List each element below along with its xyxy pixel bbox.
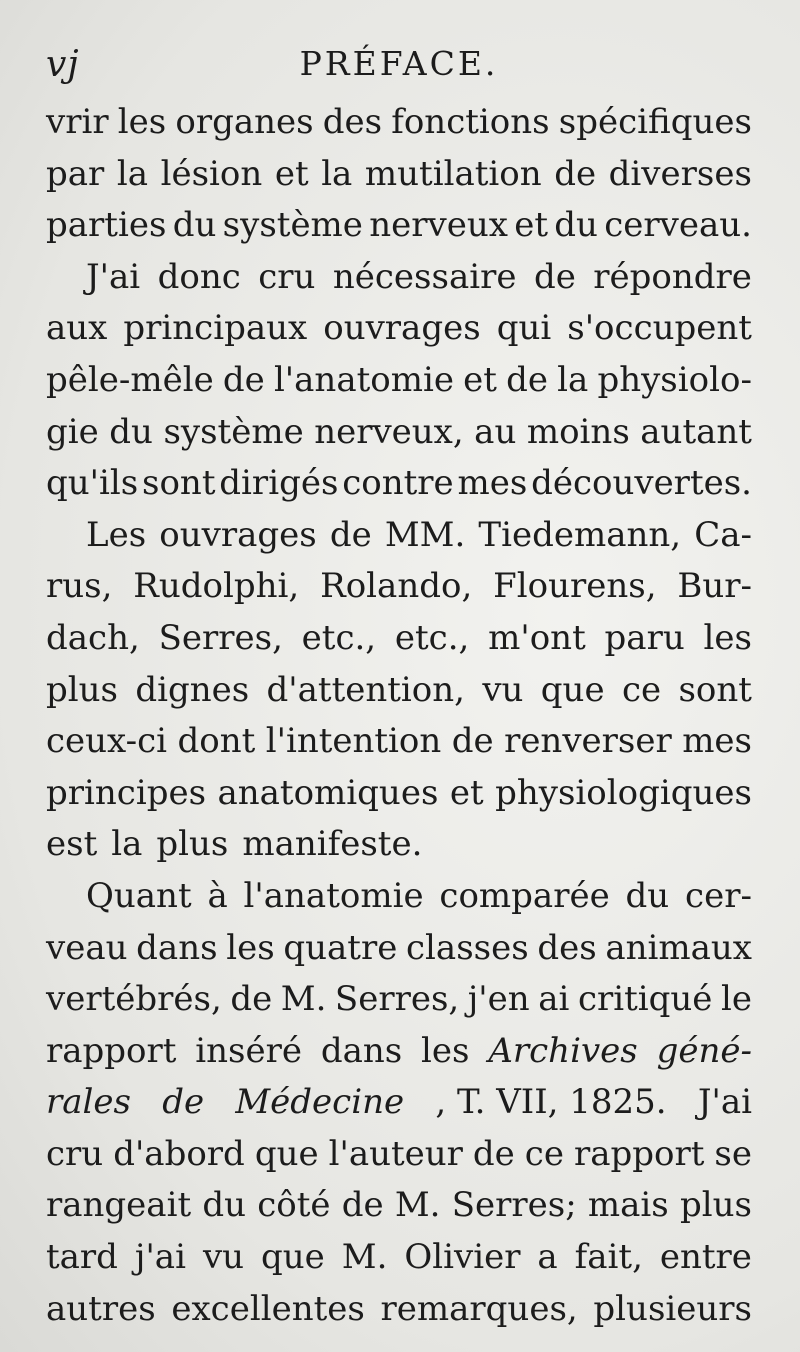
word: cerveau. [604,205,752,246]
text-line [46,716,752,768]
text-line [46,974,752,1026]
word: rangeait [46,1185,192,1226]
word: principes [46,772,207,813]
word: des [537,927,597,968]
word: parties [46,205,167,246]
word: d'abord [113,1133,245,1174]
word: physiologiques [495,772,752,813]
word: et [514,205,548,246]
word: de [230,979,273,1020]
word: principaux [123,308,308,349]
word: l'anatomie [273,359,454,400]
word: Tiedemann, [478,514,682,555]
word: aux [46,308,108,349]
word: du [172,205,217,246]
word: dont [177,721,256,762]
text-line [46,1077,752,1129]
word: de [533,256,576,297]
word: autres [46,1288,156,1329]
word: inséré [195,1030,302,1071]
text-line [46,355,752,407]
word: ouvrages [159,514,317,555]
word: vertébrés, [46,979,222,1020]
word: J'ai [697,1082,752,1123]
word: Serres; [451,1185,577,1226]
word: cru [46,1133,104,1174]
word: les [117,102,167,142]
word: sont [678,669,752,710]
running-head: PRÉFACE. [299,44,499,83]
text-line [46,200,752,252]
word: du [202,1185,247,1226]
word: la [111,824,143,865]
word: classes [406,927,529,968]
word: plus [679,1185,752,1226]
word: nerveux [369,205,508,246]
word: Les [86,514,147,555]
word: donc [157,256,241,297]
word: animaux [605,927,752,968]
text-line [46,510,752,562]
word: MM. [384,514,466,555]
word: veau [46,927,128,968]
word: anatomiques [217,772,439,813]
text-line [46,871,752,923]
word: mes [682,721,752,762]
text-line [46,613,752,665]
italic-word: Médecine [235,1082,405,1123]
word: comparée [439,875,610,916]
word: physiolo- [597,359,752,400]
word: ce [621,669,662,710]
word: de [451,721,494,762]
text-line [46,1129,752,1181]
text-line [46,149,752,201]
word: la [557,359,589,400]
word: rapport [573,1133,705,1174]
word: la [116,153,149,194]
word: Serres, [158,617,283,658]
text-line [46,1284,752,1336]
word: Olivier [404,1237,521,1278]
word: moins [526,411,630,452]
word: spécifiques [558,102,752,142]
word: vu [482,669,524,710]
word: organes [175,102,314,142]
word: mutilation [364,153,542,194]
italic-word: de [162,1082,205,1123]
word: renverser [504,721,672,762]
text-line [46,252,752,304]
italic-word: Archives [488,1030,638,1071]
word: diverses [608,153,752,194]
word: le [720,979,752,1020]
word: , T. VII, 1825. [435,1082,667,1123]
word: les [421,1030,470,1071]
body-text [46,97,752,1335]
word: plusieurs [593,1288,752,1329]
word: de [329,514,372,555]
word: j'ai [134,1237,186,1278]
text-line [46,561,752,613]
word: nerveux, [314,411,464,452]
word: ceux-ci [46,721,168,762]
word: tard [46,1237,118,1278]
word: est [46,824,98,865]
word: ai [538,979,570,1020]
word: au [474,411,517,452]
word: etc., [301,617,377,658]
word: lésion [160,153,263,194]
word: entre [659,1237,752,1278]
text-line [46,1180,752,1232]
italic-word: géné- [656,1030,752,1071]
word: s'occupent [567,308,752,349]
word: Quant [86,875,192,916]
word: manifeste. [242,824,423,865]
word: qui [496,308,552,349]
word: dans [320,1030,403,1071]
word: vrir [46,102,109,142]
word: critiqué [577,979,713,1020]
word: répondre [593,256,752,297]
word: M. [394,1185,441,1226]
word: M. [280,979,327,1020]
word: et [449,772,484,813]
word: ouvrages [323,308,481,349]
word: j'en [467,979,530,1020]
word: sont [142,463,216,504]
word: fait, [574,1237,643,1278]
word: les [226,927,275,968]
word: du [109,411,153,452]
page-header [46,40,752,90]
word: etc., [394,617,470,658]
word: gie [46,411,99,452]
word: Rudolphi, [133,566,300,607]
word: Flourens, [493,566,657,607]
word: l'auteur [328,1133,463,1174]
word: mes [457,463,528,504]
text-line [46,303,752,355]
word: les [703,617,752,658]
word: dignes [135,669,250,710]
word: dirigés [219,463,339,504]
text-line [46,665,752,717]
text-line [46,819,752,871]
word: de [222,359,265,400]
word: pêle-mêle [46,359,214,400]
word: l'intention [265,721,442,762]
word: du [554,205,598,246]
word: rapport [46,1030,177,1071]
word: des [322,102,383,142]
word: que [254,1133,319,1174]
text-line [46,407,752,459]
word: se [714,1133,752,1174]
page-number: vj [46,44,80,85]
word: Bur- [677,566,752,607]
word: que [540,669,605,710]
word: que [261,1237,325,1278]
word: J'ai [86,256,141,297]
text-line [46,458,752,510]
text-line [46,768,752,820]
word: cru [258,256,316,297]
word: plus [156,824,229,865]
word: dans [136,927,218,968]
word: cer- [685,875,752,916]
word: Rolando, [320,566,473,607]
word: remarques, [380,1288,578,1329]
text-line [46,1026,752,1078]
word: fonctions [391,102,550,142]
text-line [46,97,752,149]
word: la [321,153,353,194]
word: système [222,205,363,246]
word: du [625,875,670,916]
word: système [163,411,304,452]
word: de [472,1133,515,1174]
word: à [207,875,228,916]
word: nécessaire [332,256,517,297]
word: côté [257,1185,331,1226]
word: contre [342,463,454,504]
word: de [554,153,597,194]
word: plus [46,669,118,710]
word: excellentes [171,1288,365,1329]
italic-word: rales [46,1082,131,1123]
word: de [341,1185,384,1226]
word: a [537,1237,558,1278]
word: paru [604,617,685,658]
word: l'anatomie [243,875,424,916]
text-line [46,1232,752,1284]
word: qu'ils [46,463,139,504]
word: autant [640,411,752,452]
word: et [274,153,309,194]
word: dach, [46,617,140,658]
word: mais [587,1185,669,1226]
text-line [46,923,752,975]
word: Ca- [694,514,752,555]
word: rus, [46,566,113,607]
word: d'attention, [266,669,465,710]
word: de [506,359,548,400]
word: M. [341,1237,388,1278]
word: ce [524,1133,564,1174]
word: vu [202,1237,245,1278]
word: par [46,153,105,194]
word: et [463,359,497,400]
word: quatre [283,927,398,968]
word: découvertes. [531,463,752,504]
word: Serres, [334,979,460,1020]
word: m'ont [488,617,586,658]
